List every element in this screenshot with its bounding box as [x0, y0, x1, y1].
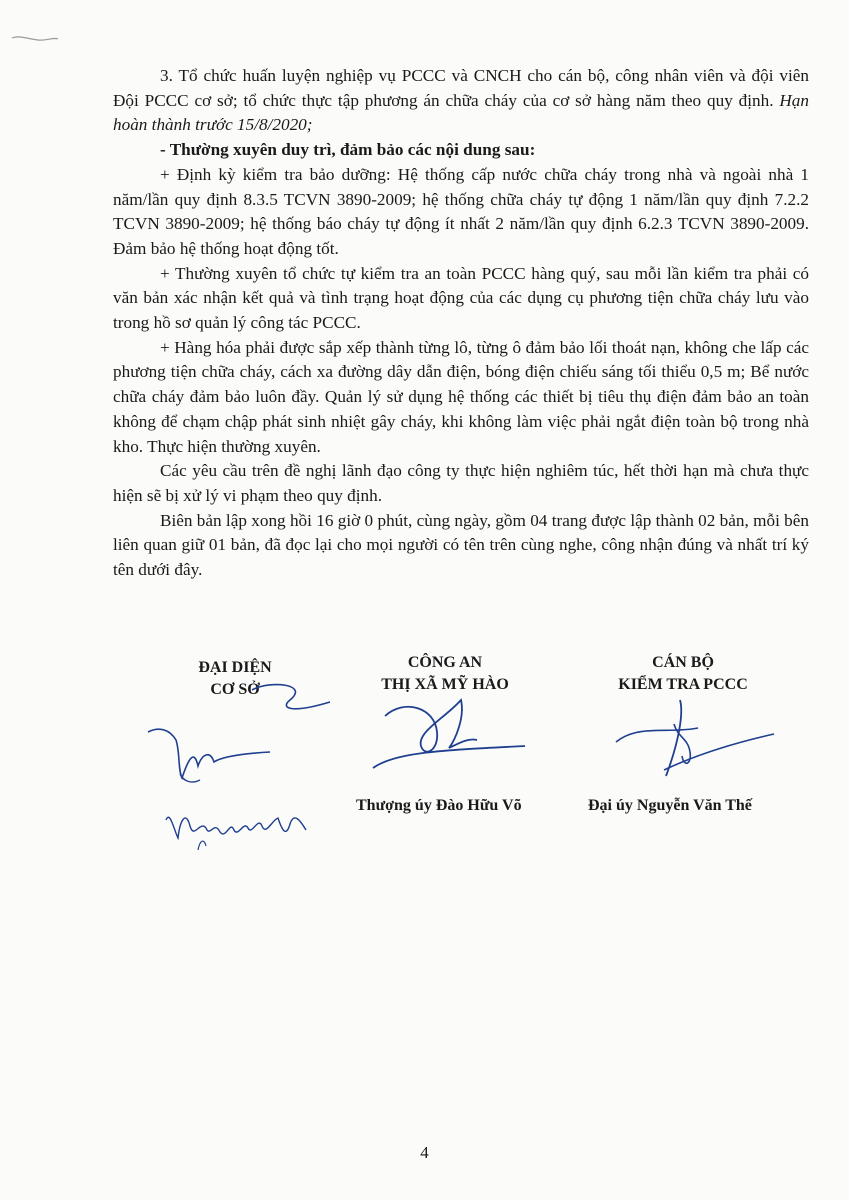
police-heading-line1: CÔNG AN — [407, 654, 483, 671]
scan-mark — [10, 30, 60, 44]
item-3-text: Tổ chức huấn luyện nghiệp vụ PCCC và CNCH cho cán bộ, công nhân viên và đội viên Đội PCCC cơ sở; tổ chức thực tập phương án chữa cháy của cơ sở hàng năm theo quy định. — [113, 66, 809, 110]
page-number: 4 — [420, 1143, 429, 1162]
police-signature-icon — [365, 688, 545, 778]
inspector-officer-name: Đại úy Nguyễn Văn Thế — [588, 797, 752, 814]
closing-paragraph: Biên bản lập xong hồi 16 giờ 0 phút, cùng ngày, gồm 04 trang được lập thành 02 bản, mỗi bên liên quan giữ 01 bản, đã đọc lại cho mọi người có tên trên cùng nghe, công nhận đúng và nhất trí ký tên dưới đây. — [113, 510, 809, 580]
facility-heading-line1: ĐẠI DIỆN — [198, 659, 272, 676]
police-officer-name: Thượng úy Đào Hữu Võ — [356, 797, 522, 814]
inspector-heading-line2: KIỂM TRA PCCC — [618, 676, 748, 693]
inspector-heading-line1: CÁN BỘ — [652, 654, 714, 671]
facility-heading-line2: CƠ SỞ — [210, 681, 260, 698]
item-3-number: 3. — [160, 66, 173, 85]
facility-signature-icon — [140, 670, 340, 880]
maintain-heading: - Thường xuyên duy trì, đảm bảo các nội dung sau: — [160, 140, 536, 160]
police-heading-line2: THỊ XÃ MỸ HÀO — [381, 676, 509, 693]
bullet-goods-arrangement: + Hàng hóa phải được sắp xếp thành từng lô, từng ô đảm bảo lối thoát nạn, không che lấp các phương tiện chữa cháy, cách xa đường dây dẫn điện, bóng điện chiếu sáng tối thiểu 0,5 m; Bể nước chữa cháy đảm bảo luôn đầy. Quản lý sử dụng hệ thống các thiết bị tiêu thụ điện đảm bảo an toàn không để chạm chập phát sinh nhiệt gây cháy, khi không làm việc phải ngắt điện toàn bộ trong nhà kho. Thực hiện thường xuyên. — [113, 337, 809, 456]
document-body — [113, 64, 809, 583]
bullet-maintenance: + Định kỳ kiểm tra bảo dưỡng: Hệ thống cấp nước chữa cháy trong nhà và ngoài nhà 1 năm/lần quy định 8.3.5 TCVN 3890-2009; hệ thống chữa cháy tự động 1 năm/lần quy định 7.2.2 TCVN 3890-2009; hệ thống báo cháy tự động ít nhất 2 năm/lần quy định 6.2.3 TCVN 3890-2009. Đảm bảo hệ thống hoạt động tốt. — [113, 164, 809, 258]
item-3-deadline: Hạn hoàn thành trước 15/8/2020; — [113, 90, 809, 135]
inspector-signature-heading — [603, 652, 763, 696]
inspector-signature-icon — [608, 694, 788, 784]
request-paragraph: Các yêu cầu trên đề nghị lãnh đạo công ty thực hiện nghiêm túc, hết thời hạn mà chưa thực hiện sẽ bị xử lý vi phạm theo quy định. — [113, 461, 809, 505]
item-3-paragraph — [113, 64, 809, 138]
bullet-self-inspection: + Thường xuyên tổ chức tự kiểm tra an toàn PCCC hàng quý, sau mỗi lần kiểm tra phải có văn bản xác nhận kết quả và tình trạng hoạt động của các dụng cụ phương tiện chữa cháy lưu vào trong hồ sơ quản lý công tác PCCC. — [113, 263, 809, 333]
